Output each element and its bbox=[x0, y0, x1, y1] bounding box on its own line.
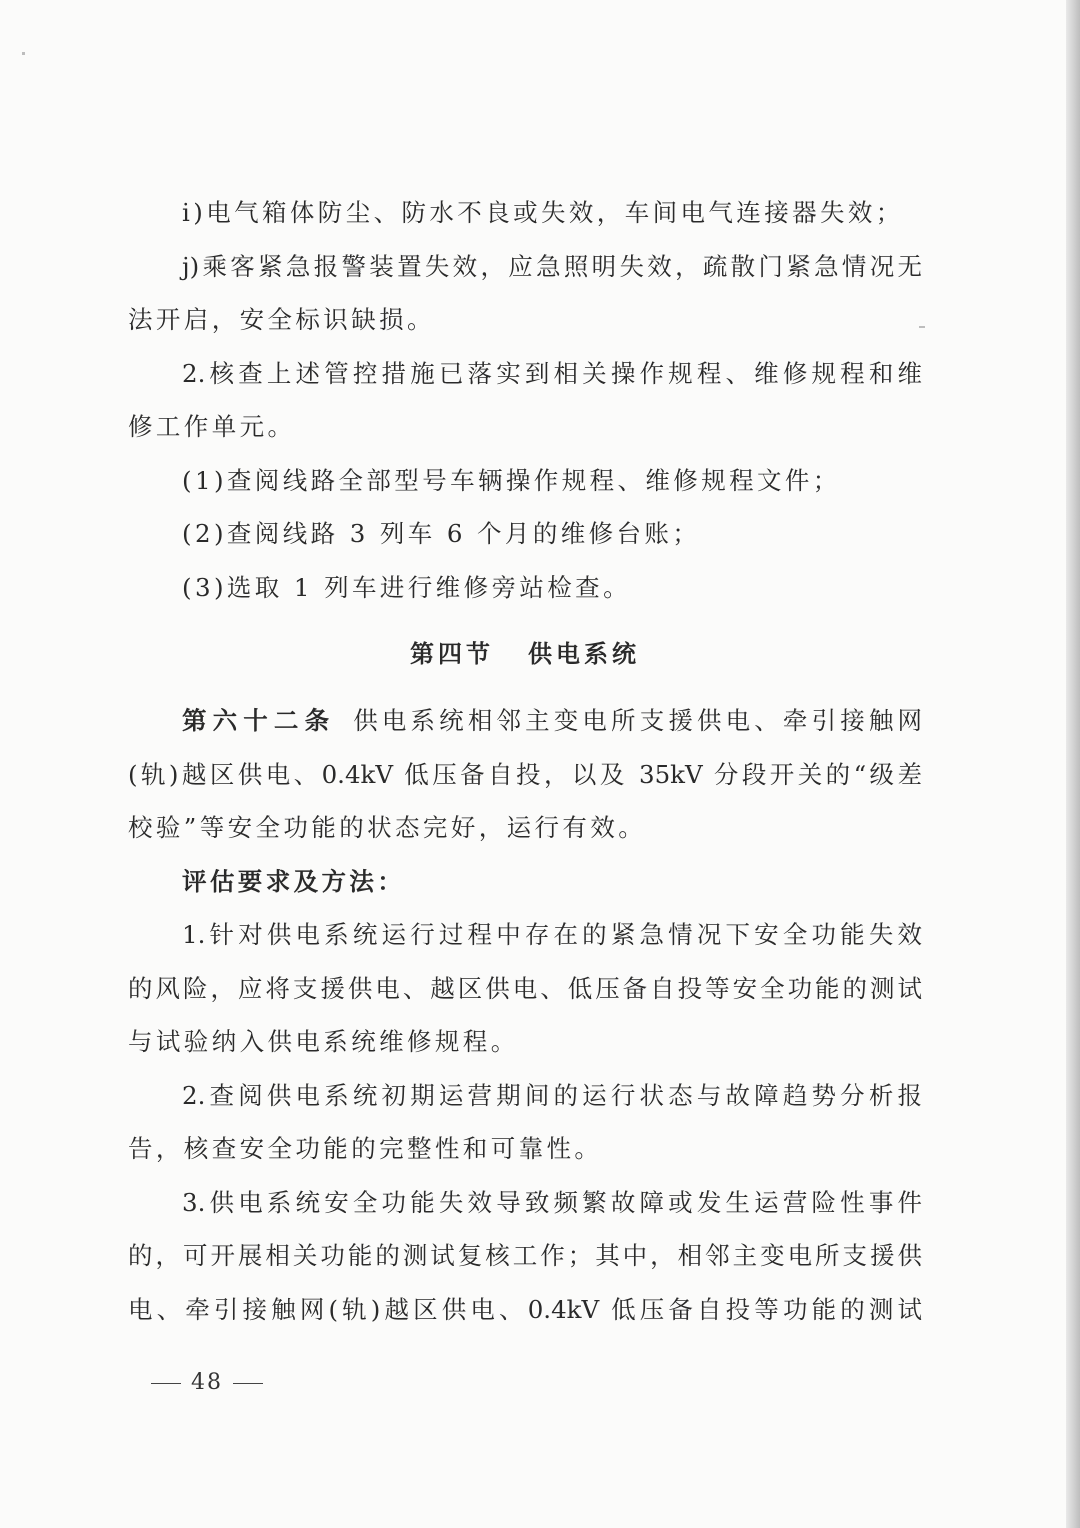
article-line: (轨)越区供电、0.4kV 低压备自投，以及 35kV 分段开关的“级差 bbox=[128, 759, 922, 789]
text-line: 的风险，应将支援供电、越区供电、低压备自投等安全功能的测试 bbox=[128, 973, 922, 1003]
footer-dash bbox=[233, 1383, 263, 1384]
text-line: 法开启，安全标识缺损。 bbox=[128, 305, 435, 334]
text-line: j)乘客紧急报警装置失效，应急照明失效，疏散门紧急情况无 bbox=[182, 251, 922, 281]
text-line: 2.查阅供电系统初期运营期间的运行状态与故障趋势分析报 bbox=[182, 1080, 922, 1110]
paragraph-block-top bbox=[128, 186, 922, 614]
page-number: 48 bbox=[191, 1370, 223, 1395]
article-label: 第六十二条 bbox=[182, 706, 336, 735]
scan-speck bbox=[22, 52, 25, 55]
page-footer bbox=[141, 1370, 273, 1395]
text-line: 修工作单元。 bbox=[128, 412, 296, 441]
document-body bbox=[128, 186, 922, 1336]
text-line: 的，可开展相关功能的测试复核工作；其中，相邻主变电所支援供 bbox=[128, 1241, 922, 1270]
text-line: 3.供电系统安全功能失效导致频繁故障或发生运营险性事件 bbox=[182, 1187, 922, 1217]
paragraph-block-bottom bbox=[128, 908, 922, 1336]
text-line: 告，核查安全功能的完整性和可靠性。 bbox=[128, 1134, 603, 1163]
footer-dash bbox=[151, 1383, 181, 1384]
text-line: 与试验纳入供电系统维修规程。 bbox=[128, 1027, 519, 1056]
text-line: i)电气箱体防尘、防水不良或失效，车间电气连接器失效； bbox=[182, 198, 904, 227]
article-text: 供电系统相邻主变电所支援供电、牵引接触网 bbox=[353, 706, 923, 735]
article-line: 校验”等安全功能的状态完好，运行有效。 bbox=[128, 813, 647, 842]
text-line: 2.核查上述管控措施已落实到相关操作规程、维修规程和维 bbox=[182, 358, 922, 388]
article-first-line bbox=[128, 694, 922, 748]
scan-edge-shadow bbox=[1066, 0, 1080, 1528]
section-title: 供电系统 bbox=[528, 639, 640, 668]
section-number: 第四节 bbox=[410, 639, 494, 668]
text-line: 电、牵引接触网(轨)越区供电、0.4kV 低压备自投等功能的测试 bbox=[128, 1294, 922, 1324]
text-line: 1.针对供电系统运行过程中存在的紧急情况下安全功能失效 bbox=[182, 920, 922, 949]
text-line: (2)查阅线路 3 列车 6 个月的维修台账； bbox=[182, 519, 701, 548]
section-heading bbox=[128, 614, 922, 694]
requirements-heading: 评估要求及方法： bbox=[182, 866, 406, 896]
text-line: (1)查阅线路全部型号车辆操作规程、维修规程文件； bbox=[182, 465, 841, 495]
text-line: (3)选取 1 列车进行维修旁站检查。 bbox=[182, 572, 631, 602]
